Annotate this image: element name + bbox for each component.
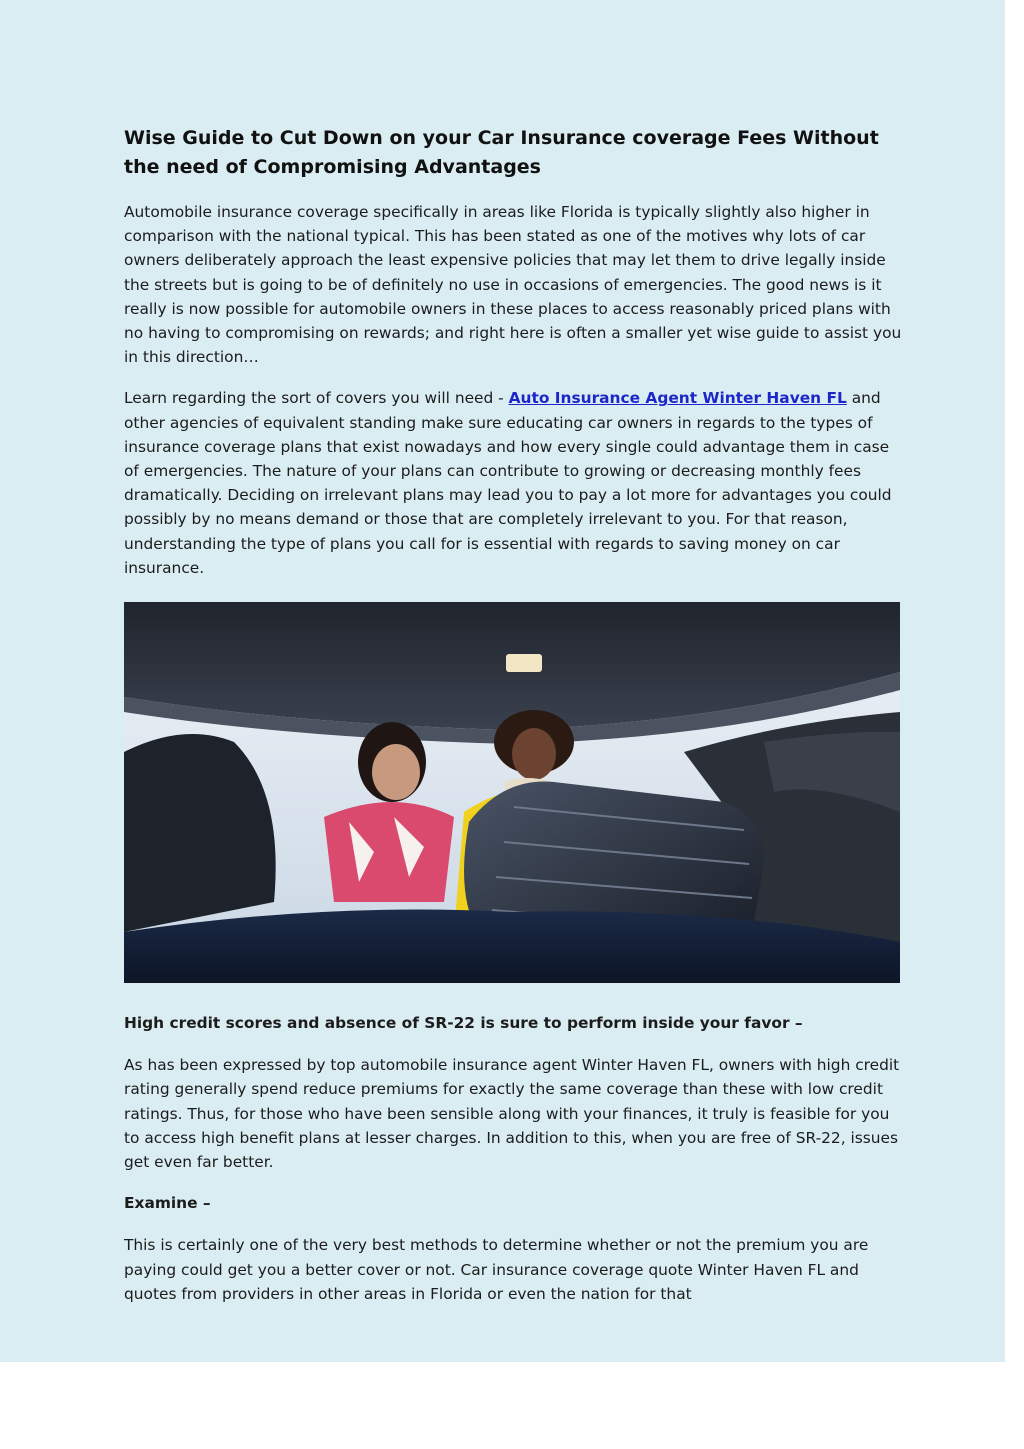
credit-score-heading: High credit scores and absence of SR-22 is sure to perform inside your favor – [124, 1014, 803, 1033]
examine-heading: Examine – [124, 1194, 211, 1213]
auto-insurance-agent-link[interactable]: Auto Insurance Agent Winter Haven FL [508, 389, 847, 408]
intro-paragraph: Automobile insurance coverage specifically in areas like Florida is typically slightly also higher in comparison with the national typical. This has been stated as one of the motives why lots of car owners deliberately approach the least expensive policies that may let them to drive legally inside the streets but is going to be of definitely no use in occasions of emergencies. The good news is it really is now possible for automobile owners in these places to access reasonably priced plans with no having to compromising on rewards; and right here is often a smaller yet wise guide to assist you in this direction… [124, 203, 902, 367]
credit-score-paragraph: As has been expressed by top automobile insurance agent Winter Haven FL, owners with high credit rating generally spend reduce premiums for exactly the same coverage than these with low credit ratings. Thus, for those who have been sensible along with your finances, it truly is feasible for you to access high benefit plans at lesser charges. In addition to this, when you are free of SR-22, issues get even far better. [124, 1056, 900, 1172]
covers-paragraph [124, 386, 904, 580]
car-trunk-photo [124, 602, 900, 983]
article-body [124, 124, 904, 1323]
examine-paragraph: This is certainly one of the very best methods to determine whether or not the premium you are paying could get you a better cover or not. Car insurance coverage quote Winter Haven FL and quotes from providers in other areas in Florida or even the nation for that [124, 1236, 869, 1303]
covers-body-text: and other agencies of equivalent standing make sure educating car owners in regards to the types of insurance coverage plans that exist nowadays and how every single could advantage them in case of emergencies. The nature of your plans can contribute to growing or decreasing monthly fees dramatically. Deciding on irrelevant plans may lead you to pay a lot more for advantages you could possibly by no means demand or those that are completely irrelevant to you. For that reason, understanding the type of plans you call for is essential with regards to saving money on car insurance. [124, 389, 892, 577]
article-title: Wise Guide to Cut Down on your Car Insurance coverage Fees Without the need of Compromising Advantages [124, 127, 879, 178]
covers-lead-text: Learn regarding the sort of covers you will need - [124, 389, 509, 408]
